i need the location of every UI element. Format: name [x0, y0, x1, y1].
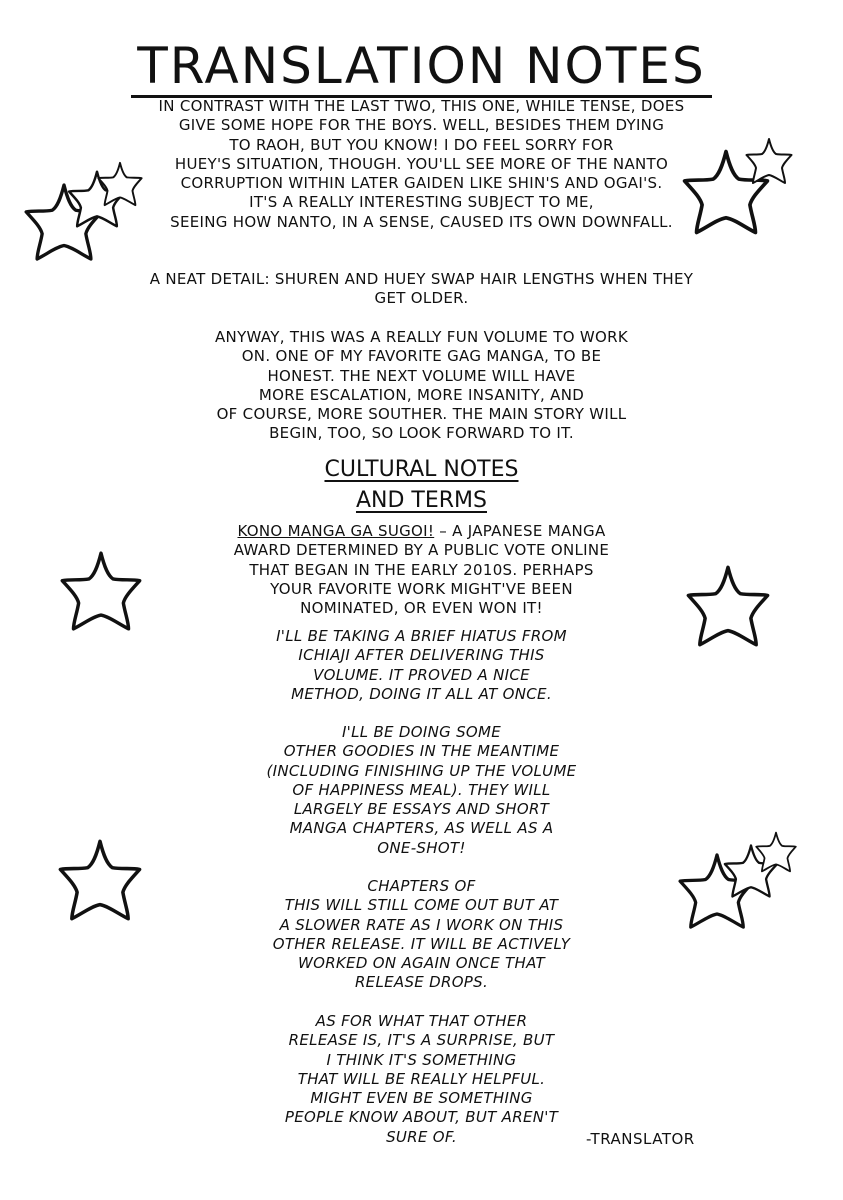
detail-paragraph: A NEAT DETAIL: SHUREN AND HUEY SWAP HAIR LENGTHS WHEN THEY GET OLDER. — [149, 270, 694, 308]
cultural-heading-line2: AND TERMS — [355, 488, 487, 513]
hiatus-paragraph: I'LL BE TAKING A BRIEF HIATUS FROM ICHIAJI AFTER DELIVERING THIS VOLUME. IT PROVED A NICE METHOD, DOING IT ALL AT ONCE. — [276, 627, 567, 703]
chapters-paragraph: CHAPTERS OF THIS WILL STILL COME OUT BUT AT A SLOWER RATE AS I WORK ON THIS OTHER RELEASE. IT WILL BE ACTIVELY WORKED ON AGAIN ONCE THAT RELEASE DROPS. — [272, 877, 571, 992]
surprise-paragraph: AS FOR WHAT THAT OTHER RELEASE IS, IT'S A SURPRISE, BUT I THINK IT'S SOMETHING THAT WILL BE REALLY HELPFUL. MIGHT EVEN BE SOMETHING PEOPLE KNOW ABOUT, BUT AREN'T SURE OF. — [284, 1012, 559, 1146]
star-icon — [96, 160, 144, 208]
star-icon — [56, 836, 144, 924]
goodies-paragraph: I'LL BE DOING SOME OTHER GOODIES IN THE MEANTIME (INCLUDING FINISHING UP THE VOLUME OF HAPPINESS MEAL). THEY WILL LARGELY BE ESSAYS AND SHORT MANGA CHAPTERS, AS WELL AS A ONE-SHOT! — [266, 723, 577, 857]
page-title: TRANSLATION NOTES — [0, 36, 843, 96]
star-icon — [684, 562, 772, 650]
cultural-heading-line1: CULTURAL NOTES — [324, 457, 519, 482]
anyway-paragraph: ANYWAY, THIS WAS A REALLY FUN VOLUME TO WORK ON. ONE OF MY FAVORITE GAG MANGA, TO BE HONEST. THE NEXT VOLUME WILL HAVE MORE ESCALATION, MORE INSANITY, AND OF COURSE, MORE SOUTHER. THE MAIN STORY WILL BEGIN, TOO, SO LOOK FORWARD TO IT. — [214, 328, 629, 443]
intro-paragraph: IN CONTRAST WITH THE LAST TWO, THIS ONE, WHILE TENSE, DOES GIVE SOME HOPE FOR THE BOYS. WELL, BESIDES THEM DYING TO RAOH, BUT YOU KNOW! I DO FEEL SORRY FOR HUEY'S SITUATION, THOUGH. YOU'LL SEE MORE OF THE NANTO CORRUPTION WITHIN LATER GAIDEN LIKE SHIN'S AND OGAI'S. IT'S A REALLY INTERESTING SUBJECT TO ME, SEEING HOW NANTO, IN A SENSE, CAUSED ITS OWN DOWNFALL. — [158, 97, 685, 231]
translator-signature: -TRANSLATOR — [586, 1130, 695, 1148]
star-icon — [58, 548, 144, 634]
term-definition: – A JAPANESE MANGA AWARD DETERMINED BY A PUBLIC VOTE ONLINE THAT BEGAN IN THE EARLY 2010S. PERHAPS YOUR FAVORITE WORK MIGHT'VE BEEN NOMINATED, OR EVEN WON IT! — [233, 522, 610, 618]
star-icon — [754, 830, 798, 874]
term-paragraph — [150, 522, 693, 618]
star-icon — [738, 136, 800, 186]
term-name: KONO MANGA GA SUGOI! — [237, 522, 435, 540]
